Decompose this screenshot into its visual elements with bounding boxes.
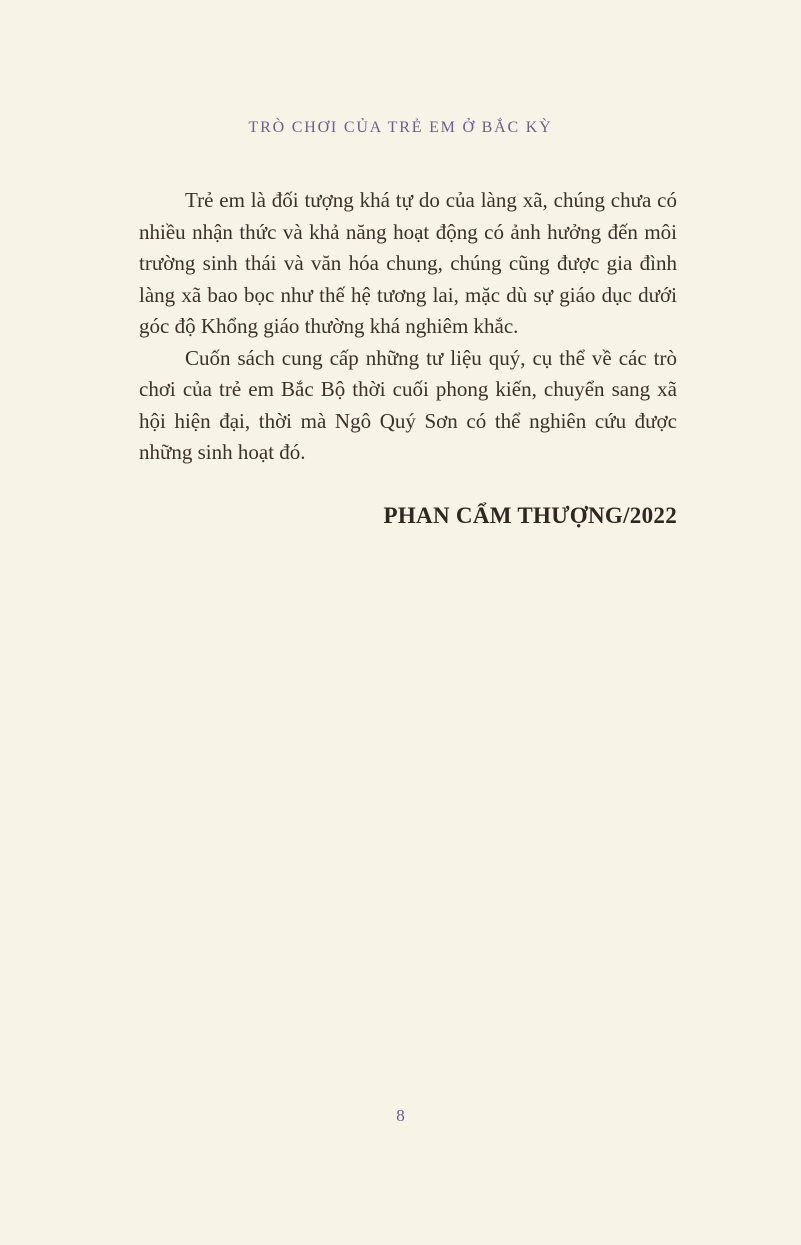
paragraph-1: Trẻ em là đối tượng khá tự do của làng xã, chúng chưa có nhiều nhận thức và khả năng hoạt động có ảnh hưởng đến môi trường sinh thái và văn hóa chung, chúng cũng được gia đình làng xã bao bọc như thế hệ tương lai, mặc dù sự giáo dục dưới góc độ Khổng giáo thường khá nghiêm khắc. xyxy=(139,188,677,338)
running-header-title: TRÒ CHƠI CỦA TRẺ EM Ở BẮC KỲ xyxy=(248,119,553,136)
author-signature: PHAN CẨM THƯỢNG/2022 xyxy=(383,502,677,528)
page-number: 8 xyxy=(396,1106,405,1125)
paragraph-2: Cuốn sách cung cấp những tư liệu quý, cụ thể về các trò chơi của trẻ em Bắc Bộ thời cuối phong kiến, chuyển sang xã hội hiện đại, thời mà Ngô Quý Sơn có thể nghiên cứu được những sinh hoạt đó. xyxy=(139,345,677,464)
body-text-block xyxy=(139,185,677,531)
